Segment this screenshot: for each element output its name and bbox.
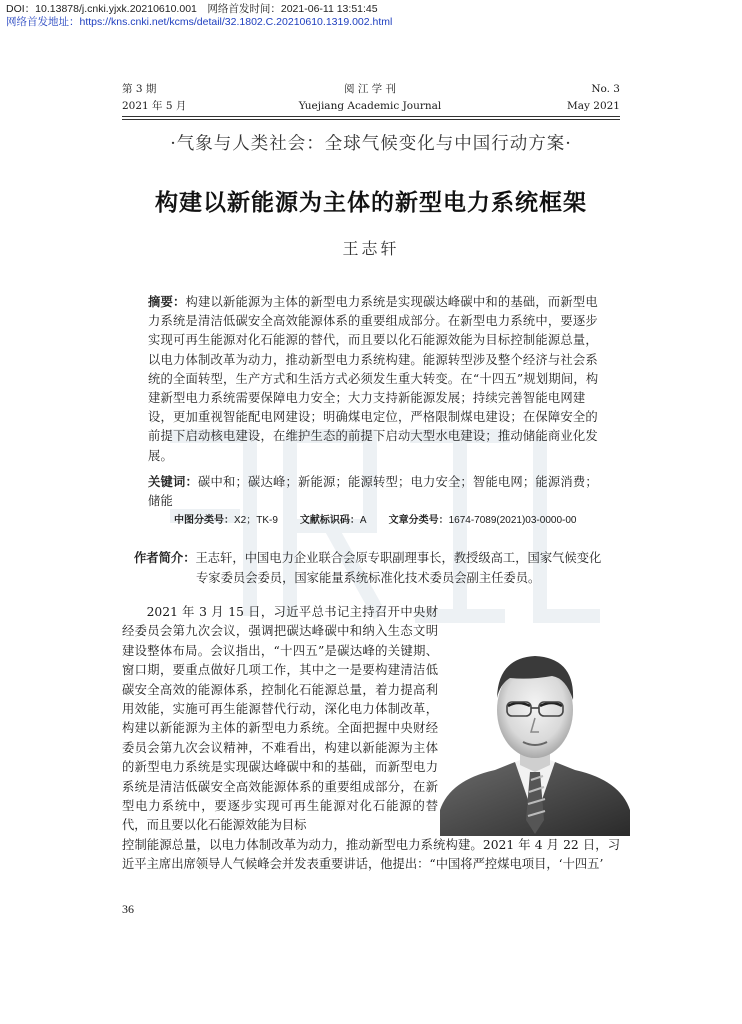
cnki-doi-line: DOI：10.13878/j.cnki.yjxk.20210610.001 网络首发时间：2021-06-11 13:51:45 (6, 3, 378, 15)
keywords-label: 关键词： (148, 475, 198, 489)
classification-row (174, 514, 614, 528)
header-journal-en: Yuejiang Academic Journal (298, 100, 442, 112)
abstract (148, 293, 600, 466)
abstract-label: 摘要： (148, 295, 186, 309)
column-title: ·气象与人类社会：全球气候变化与中国行动方案· (170, 134, 572, 154)
abstract-text: 构建以新能源为主体的新型电力系统是实现碳达峰碳中和的基础，而新型电力系统是清洁低碳安全高效能源体系的重要组成部分。在新型电力系统中，要逐步实现可再生能源对化石能源的替代，而且要以化石能源效能为目标控制能源总量，以电力体制改革为动力，推动新型电力系统构建。能源转型涉及整个经济与社会系统的全面转型，生产方式和生活方式必须发生重大转变。在“十四五”规划期间，构建新型电力系统需要保障电力安全；大力支持新能源发展；持续完善智能电网建设，更加重视智能配电网建设；明确煤电定位，严格限制煤电建设；在保障安全的前提下启动核电建设，在维护生态的前提下启动大型水电建设；推动储能商业化发展。 (148, 295, 599, 463)
author-name: 王志轩 (342, 239, 400, 258)
header-issue-cn: 第 3 期 (122, 83, 157, 95)
keywords (148, 473, 600, 511)
header-date-en: May 2021 (566, 100, 620, 112)
keywords-text: 碳中和；碳达峰；新能源；能源转型；电力安全；智能电网；能源消费；储能 (148, 475, 598, 509)
clc-value: X2；TK-9 (234, 515, 278, 526)
article-number-value: 1674-7089(2021)03-0000-00 (448, 515, 577, 526)
bio-line-1: 王志轩，中国电力企业联合会原专职副理事长，教授级高工，国家气候变化 (195, 551, 602, 565)
header-rule-top (122, 116, 620, 117)
cnki-url-link[interactable]: 网络首发地址：https://kns.cnki.net/kcms/detail/32.1802.C.20210610.1319.002.html (6, 16, 393, 28)
author-portrait (440, 620, 630, 836)
article-title: 构建以新能源为主体的新型电力系统框架 (155, 189, 587, 216)
doc-code-value: A (359, 515, 367, 526)
header-date-cn: 2021 年 5 月 (122, 100, 187, 112)
header-journal-cn: 阅 江 学 刊 (343, 83, 396, 95)
article-number-label: 文章分类号： (388, 515, 449, 526)
body-paragraph-wrapped: 2021 年 3 月 15 日，习近平总书记主持召开中央财经委员会第九次会议，强调把碳达峰碳中和纳入生态文明建设整体布局。会议指出，“十四五”是碳达峰的关键期、窗口期，要重点做好几项工作，其中之一是要构建清洁低碳安全高效的能源体系，控制化石能源总量，着力提高利用效能，实施可再生能源替代行动，深化电力体制改革，构建以新能源为主体的新型电力系统。全面把握中央财经委员会第九次会议精神，不难看出，构建以新能源为主体的新型电力系统是实现碳达峰碳中和的基础，而新型电力系统是清洁低碳安全高效能源体系的重要组成部分，在新型电力系统中，要逐步实现可再生能源对化石能源的替代，而且要以化石能源效能为目标 (122, 605, 438, 833)
bio-label: 作者简介： (134, 551, 196, 565)
body-paragraph-full-width: 控制能源总量，以电力体制改革为动力，推动新型电力系统构建。2021 年 4 月 22 日，习近平主席出席领导人气候峰会并发表重要讲话，他提出：“中国将严控煤电项目，‘十四五’ (122, 838, 620, 872)
author-bio (134, 548, 634, 588)
bio-line-2: 专家委员会委员，国家能量系统标准化技术委员会副主任委员。 (196, 571, 541, 585)
clc-label: 中图分类号： (174, 515, 234, 526)
header-issue-en: No. 3 (591, 83, 620, 95)
doc-code-label: 文献标识码： (299, 515, 360, 526)
header-rule-bottom (122, 119, 620, 120)
page-number: 36 (122, 902, 134, 916)
